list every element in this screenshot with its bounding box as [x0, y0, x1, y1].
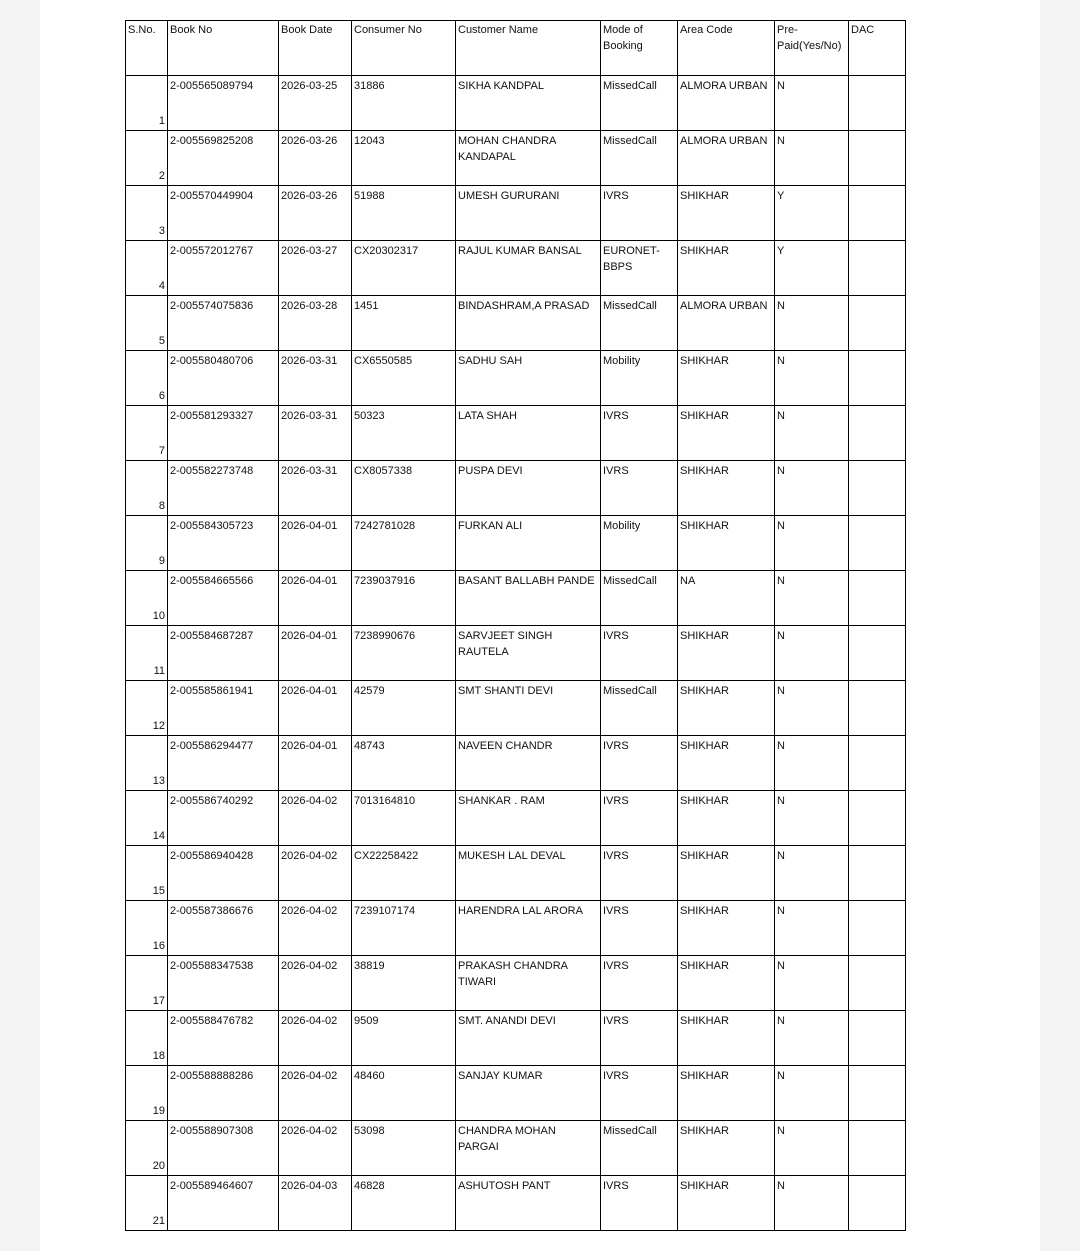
cell-consumer-no: CX22258422 [352, 846, 456, 901]
cell-mode-of-booking: MissedCall [601, 296, 678, 351]
cell-sno: 2 [126, 131, 168, 186]
cell-area-code: SHIKHAR [678, 1011, 775, 1066]
cell-prepaid: N [775, 1176, 849, 1231]
cell-customer-name: FURKAN ALI [456, 516, 601, 571]
table-row [126, 1066, 906, 1121]
header-mode-of-booking: Mode of Booking [601, 21, 678, 76]
cell-prepaid: Y [775, 241, 849, 296]
table-row [126, 76, 906, 131]
cell-consumer-no: 12043 [352, 131, 456, 186]
cell-mode-of-booking: IVRS [601, 1066, 678, 1121]
cell-sno: 1 [126, 76, 168, 131]
cell-book-no: 2-005570449904 [168, 186, 279, 241]
cell-dac [849, 516, 906, 571]
cell-consumer-no: 48743 [352, 736, 456, 791]
cell-book-no: 2-005565089794 [168, 76, 279, 131]
cell-sno: 4 [126, 241, 168, 296]
cell-prepaid: N [775, 461, 849, 516]
cell-mode-of-booking: IVRS [601, 956, 678, 1011]
cell-sno: 21 [126, 1176, 168, 1231]
cell-prepaid: Y [775, 186, 849, 241]
cell-mode-of-booking: IVRS [601, 186, 678, 241]
cell-book-date: 2026-04-02 [279, 1066, 352, 1121]
cell-area-code: SHIKHAR [678, 516, 775, 571]
cell-book-no: 2-005588347538 [168, 956, 279, 1011]
cell-area-code: SHIKHAR [678, 681, 775, 736]
cell-prepaid: N [775, 846, 849, 901]
header-row [126, 21, 906, 76]
cell-dac [849, 186, 906, 241]
cell-book-no: 2-005584665566 [168, 571, 279, 626]
cell-prepaid: N [775, 406, 849, 461]
cell-customer-name: BINDASHRAM,A PRASAD [456, 296, 601, 351]
table-row [126, 626, 906, 681]
cell-area-code: SHIKHAR [678, 461, 775, 516]
cell-customer-name: UMESH GURURANI [456, 186, 601, 241]
cell-area-code: SHIKHAR [678, 186, 775, 241]
table-row [126, 956, 906, 1011]
cell-customer-name: PRAKASH CHANDRA TIWARI [456, 956, 601, 1011]
cell-prepaid: N [775, 1011, 849, 1066]
cell-area-code: NA [678, 571, 775, 626]
cell-customer-name: CHANDRA MOHAN PARGAI [456, 1121, 601, 1176]
cell-consumer-no: 53098 [352, 1121, 456, 1176]
cell-dac [849, 1066, 906, 1121]
header-area-code: Area Code [678, 21, 775, 76]
cell-book-date: 2026-03-31 [279, 461, 352, 516]
cell-sno: 16 [126, 901, 168, 956]
cell-customer-name: ASHUTOSH PANT [456, 1176, 601, 1231]
cell-book-date: 2026-03-27 [279, 241, 352, 296]
cell-book-no: 2-005589464607 [168, 1176, 279, 1231]
cell-consumer-no: 1451 [352, 296, 456, 351]
cell-consumer-no: 42579 [352, 681, 456, 736]
cell-consumer-no: 31886 [352, 76, 456, 131]
cell-consumer-no: 7239107174 [352, 901, 456, 956]
cell-dac [849, 406, 906, 461]
header-dac: DAC [849, 21, 906, 76]
cell-area-code: SHIKHAR [678, 736, 775, 791]
cell-customer-name: RAJUL KUMAR BANSAL [456, 241, 601, 296]
cell-mode-of-booking: MissedCall [601, 1121, 678, 1176]
cell-dac [849, 461, 906, 516]
table-row [126, 351, 906, 406]
cell-book-date: 2026-04-02 [279, 1011, 352, 1066]
header-sno: S.No. [126, 21, 168, 76]
cell-consumer-no: CX20302317 [352, 241, 456, 296]
cell-book-date: 2026-04-03 [279, 1176, 352, 1231]
cell-book-no: 2-005586940428 [168, 846, 279, 901]
cell-mode-of-booking: Mobility [601, 351, 678, 406]
cell-prepaid: N [775, 131, 849, 186]
cell-dac [849, 351, 906, 406]
cell-prepaid: N [775, 681, 849, 736]
cell-book-date: 2026-03-31 [279, 406, 352, 461]
header-book-no: Book No [168, 21, 279, 76]
cell-mode-of-booking: MissedCall [601, 571, 678, 626]
cell-book-date: 2026-04-01 [279, 681, 352, 736]
cell-mode-of-booking: IVRS [601, 461, 678, 516]
document-page [40, 0, 1040, 1251]
cell-prepaid: N [775, 1121, 849, 1176]
cell-dac [849, 76, 906, 131]
cell-dac [849, 791, 906, 846]
cell-consumer-no: 7238990676 [352, 626, 456, 681]
cell-area-code: SHIKHAR [678, 846, 775, 901]
cell-area-code: ALMORA URBAN [678, 76, 775, 131]
table-row [126, 901, 906, 956]
cell-mode-of-booking: IVRS [601, 406, 678, 461]
cell-book-no: 2-005588888286 [168, 1066, 279, 1121]
cell-book-date: 2026-04-01 [279, 516, 352, 571]
cell-book-no: 2-005588476782 [168, 1011, 279, 1066]
cell-area-code: SHIKHAR [678, 901, 775, 956]
cell-book-no: 2-005586294477 [168, 736, 279, 791]
cell-dac [849, 901, 906, 956]
cell-mode-of-booking: EURONET-BBPS [601, 241, 678, 296]
cell-mode-of-booking: MissedCall [601, 681, 678, 736]
cell-dac [849, 1176, 906, 1231]
cell-customer-name: SIKHA KANDPAL [456, 76, 601, 131]
header-consumer-no: Consumer No [352, 21, 456, 76]
cell-area-code: SHIKHAR [678, 351, 775, 406]
cell-sno: 5 [126, 296, 168, 351]
cell-book-date: 2026-04-02 [279, 846, 352, 901]
cell-book-date: 2026-04-02 [279, 956, 352, 1011]
table-row [126, 1011, 906, 1066]
cell-book-date: 2026-03-26 [279, 186, 352, 241]
cell-sno: 10 [126, 571, 168, 626]
cell-consumer-no: CX8057338 [352, 461, 456, 516]
header-book-date: Book Date [279, 21, 352, 76]
table-row [126, 846, 906, 901]
cell-book-date: 2026-04-02 [279, 901, 352, 956]
cell-customer-name: SMT. ANANDI DEVI [456, 1011, 601, 1066]
cell-dac [849, 131, 906, 186]
cell-book-no: 2-005581293327 [168, 406, 279, 461]
table-row [126, 681, 906, 736]
cell-consumer-no: 51988 [352, 186, 456, 241]
table-row [126, 736, 906, 791]
cell-book-date: 2026-03-28 [279, 296, 352, 351]
cell-mode-of-booking: IVRS [601, 791, 678, 846]
table-row [126, 131, 906, 186]
table-row [126, 461, 906, 516]
cell-consumer-no: 7239037916 [352, 571, 456, 626]
cell-dac [849, 1011, 906, 1066]
booking-table [125, 20, 906, 1231]
cell-consumer-no: 9509 [352, 1011, 456, 1066]
cell-sno: 19 [126, 1066, 168, 1121]
table-row [126, 296, 906, 351]
cell-sno: 9 [126, 516, 168, 571]
cell-area-code: SHIKHAR [678, 791, 775, 846]
cell-area-code: SHIKHAR [678, 406, 775, 461]
cell-customer-name: LATA SHAH [456, 406, 601, 461]
cell-dac [849, 736, 906, 791]
cell-book-no: 2-005582273748 [168, 461, 279, 516]
cell-book-no: 2-005586740292 [168, 791, 279, 846]
cell-area-code: SHIKHAR [678, 956, 775, 1011]
cell-consumer-no: 46828 [352, 1176, 456, 1231]
cell-book-date: 2026-04-02 [279, 791, 352, 846]
cell-book-date: 2026-03-31 [279, 351, 352, 406]
cell-dac [849, 571, 906, 626]
cell-customer-name: SHANKAR . RAM [456, 791, 601, 846]
cell-mode-of-booking: IVRS [601, 1011, 678, 1066]
cell-sno: 6 [126, 351, 168, 406]
cell-consumer-no: 7242781028 [352, 516, 456, 571]
cell-prepaid: N [775, 76, 849, 131]
cell-dac [849, 681, 906, 736]
cell-prepaid: N [775, 956, 849, 1011]
cell-dac [849, 1121, 906, 1176]
cell-customer-name: MOHAN CHANDRA KANDAPAL [456, 131, 601, 186]
cell-book-no: 2-005584305723 [168, 516, 279, 571]
cell-sno: 8 [126, 461, 168, 516]
cell-prepaid: N [775, 736, 849, 791]
cell-dac [849, 626, 906, 681]
table-row [126, 241, 906, 296]
cell-book-no: 2-005587386676 [168, 901, 279, 956]
cell-sno: 3 [126, 186, 168, 241]
cell-book-no: 2-005580480706 [168, 351, 279, 406]
cell-customer-name: NAVEEN CHANDR [456, 736, 601, 791]
cell-book-no: 2-005572012767 [168, 241, 279, 296]
table-row [126, 516, 906, 571]
cell-sno: 14 [126, 791, 168, 846]
cell-prepaid: N [775, 791, 849, 846]
cell-customer-name: BASANT BALLABH PANDE [456, 571, 601, 626]
cell-book-date: 2026-03-26 [279, 131, 352, 186]
table-body [126, 76, 906, 1231]
cell-mode-of-booking: IVRS [601, 901, 678, 956]
cell-mode-of-booking: MissedCall [601, 76, 678, 131]
cell-area-code: SHIKHAR [678, 626, 775, 681]
cell-sno: 18 [126, 1011, 168, 1066]
cell-book-date: 2026-04-02 [279, 1121, 352, 1176]
cell-book-no: 2-005584687287 [168, 626, 279, 681]
cell-sno: 17 [126, 956, 168, 1011]
cell-customer-name: SMT SHANTI DEVI [456, 681, 601, 736]
cell-prepaid: N [775, 626, 849, 681]
cell-dac [849, 241, 906, 296]
header-prepaid: Pre-Paid(Yes/No) [775, 21, 849, 76]
table-row [126, 186, 906, 241]
cell-prepaid: N [775, 516, 849, 571]
cell-book-date: 2026-03-25 [279, 76, 352, 131]
cell-consumer-no: 50323 [352, 406, 456, 461]
cell-book-no: 2-005569825208 [168, 131, 279, 186]
cell-consumer-no: 48460 [352, 1066, 456, 1121]
cell-customer-name: PUSPA DEVI [456, 461, 601, 516]
cell-dac [849, 846, 906, 901]
table-row [126, 1121, 906, 1176]
cell-customer-name: SARVJEET SINGH RAUTELA [456, 626, 601, 681]
cell-mode-of-booking: IVRS [601, 626, 678, 681]
cell-area-code: SHIKHAR [678, 241, 775, 296]
cell-customer-name: SANJAY KUMAR [456, 1066, 601, 1121]
cell-sno: 13 [126, 736, 168, 791]
cell-mode-of-booking: Mobility [601, 516, 678, 571]
cell-book-date: 2026-04-01 [279, 571, 352, 626]
cell-customer-name: SADHU SAH [456, 351, 601, 406]
cell-sno: 12 [126, 681, 168, 736]
cell-area-code: ALMORA URBAN [678, 296, 775, 351]
cell-sno: 11 [126, 626, 168, 681]
cell-book-no: 2-005585861941 [168, 681, 279, 736]
cell-prepaid: N [775, 901, 849, 956]
cell-mode-of-booking: IVRS [601, 846, 678, 901]
cell-customer-name: MUKESH LAL DEVAL [456, 846, 601, 901]
cell-area-code: SHIKHAR [678, 1066, 775, 1121]
cell-area-code: SHIKHAR [678, 1121, 775, 1176]
cell-mode-of-booking: MissedCall [601, 131, 678, 186]
table-row [126, 571, 906, 626]
cell-book-no: 2-005588907308 [168, 1121, 279, 1176]
table-row [126, 791, 906, 846]
cell-prepaid: N [775, 296, 849, 351]
cell-prepaid: N [775, 1066, 849, 1121]
cell-sno: 7 [126, 406, 168, 461]
cell-mode-of-booking: IVRS [601, 736, 678, 791]
cell-customer-name: HARENDRA LAL ARORA [456, 901, 601, 956]
cell-sno: 15 [126, 846, 168, 901]
table-row [126, 1176, 906, 1231]
cell-prepaid: N [775, 571, 849, 626]
cell-consumer-no: 7013164810 [352, 791, 456, 846]
cell-book-date: 2026-04-01 [279, 736, 352, 791]
cell-prepaid: N [775, 351, 849, 406]
cell-book-date: 2026-04-01 [279, 626, 352, 681]
cell-dac [849, 956, 906, 1011]
cell-consumer-no: CX6550585 [352, 351, 456, 406]
cell-sno: 20 [126, 1121, 168, 1176]
header-customer-name: Customer Name [456, 21, 601, 76]
table-row [126, 406, 906, 461]
cell-area-code: ALMORA URBAN [678, 131, 775, 186]
cell-dac [849, 296, 906, 351]
cell-book-no: 2-005574075836 [168, 296, 279, 351]
cell-consumer-no: 38819 [352, 956, 456, 1011]
cell-mode-of-booking: IVRS [601, 1176, 678, 1231]
cell-area-code: SHIKHAR [678, 1176, 775, 1231]
